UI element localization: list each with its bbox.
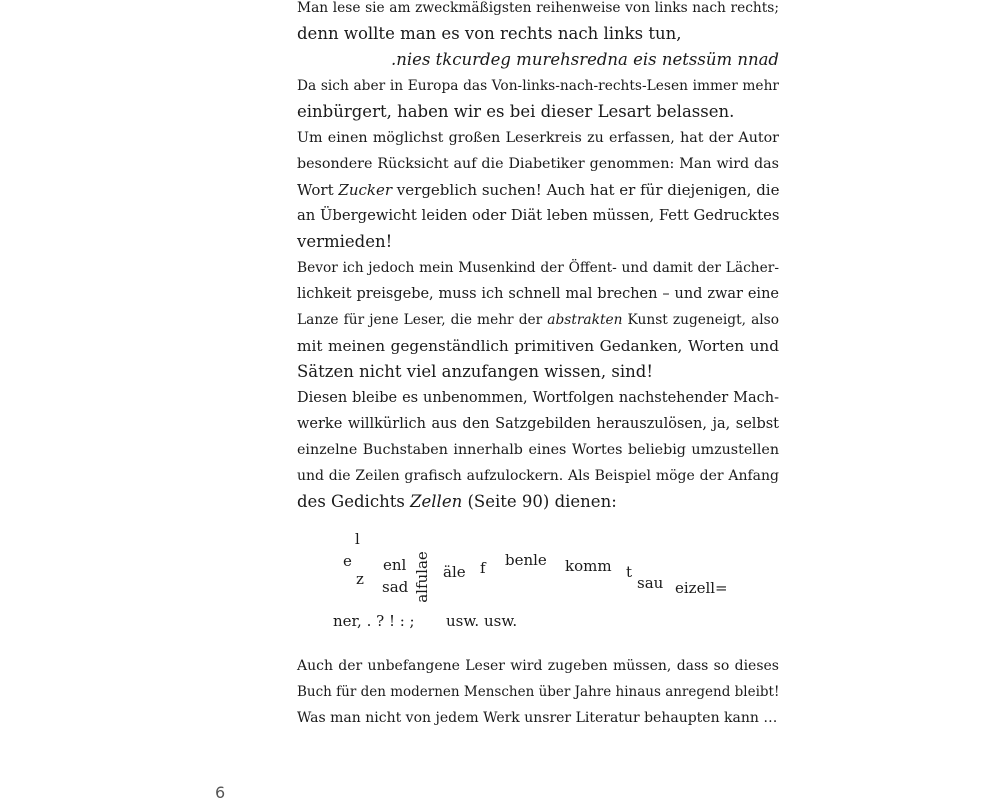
- abstrakten-word: abstrakten: [547, 312, 623, 328]
- poem-word-enl: enl: [383, 556, 407, 574]
- diabetes-line-3-start: Wort: [297, 181, 339, 199]
- poem-punctuation: ner, . ? ! : ;: [333, 612, 415, 630]
- poem-word-alfulae: alfulae: [412, 551, 431, 603]
- free-line-5-start: des Gedichts: [297, 492, 411, 511]
- poem-letter-f: f: [480, 559, 486, 577]
- free-line-2: werke willkürlich aus den Satzgebilden herauszulösen, ja, selbst: [297, 416, 779, 432]
- diabetes-line-3: [297, 177, 779, 203]
- poem-letter-t: t: [626, 563, 633, 581]
- closing-line-2: Buch für den modernen Menschen über Jahre hinaus anregend bleibt!: [297, 684, 780, 700]
- free-line-4: und die Zeilen grafisch aufzulockern. Als Beispiel möge der Anfang: [297, 468, 779, 484]
- muse-line-3-end: Kunst zugeneigt, also: [622, 312, 779, 328]
- diabetes-line-2: besondere Rücksicht auf die Diabetiker genommen: Man wird das: [297, 156, 779, 172]
- muse-line-2: lichkeit preisgebe, muss ich schnell mal brechen – und zwar eine: [297, 286, 779, 302]
- muse-line-4: mit meinen gegenständlich primitiven Gedanken, Worten und: [297, 337, 779, 355]
- muse-line-3-start: Lanze für jene Leser, die mehr der: [297, 312, 548, 328]
- free-line-1: Diesen bleibe es unbenommen, Wortfolgen nachstehender Mach-: [297, 390, 779, 406]
- intro-reversed-line: .nies tkcurdeg murehsredna eis netssüm nnad: [391, 50, 779, 69]
- poem-word-benle: benle: [505, 551, 547, 569]
- poem-letter-e: e: [343, 552, 352, 570]
- diabetes-line-4: an Übergewicht leiden oder Diät leben müssen, Fett Gedrucktes: [297, 207, 780, 224]
- poem-letter-z: z: [356, 570, 364, 588]
- muse-line-3: [297, 307, 779, 333]
- free-line-5-end: (Seite 90) dienen:: [462, 492, 617, 511]
- poem-word-sau: sau: [637, 574, 664, 592]
- free-line-3: einzelne Buchstaben innerhalb eines Wortes beliebig umzustellen: [297, 442, 779, 458]
- poem-word-eizell: eizell=: [675, 579, 728, 597]
- poem-word-sad: sad: [382, 578, 409, 596]
- intro-line-2: denn wollte man es von rechts nach links tun,: [297, 24, 682, 43]
- zellen-title: Zellen: [410, 492, 463, 511]
- diabetes-line-3-end: vergeblich suchen! Auch hat er für diejenigen, die: [392, 181, 780, 199]
- closing-line-1: Auch der unbefangene Leser wird zugeben müssen, dass so dieses: [297, 658, 779, 674]
- intro-line-5: einbürgert, haben wir es bei dieser Lesart belassen.: [297, 102, 735, 121]
- poem-word-komm: komm: [565, 557, 612, 575]
- muse-line-5: Sätzen nicht viel anzufangen wissen, sind!: [297, 362, 653, 381]
- poem-letter-l: l: [355, 530, 360, 548]
- diabetes-line-1: Um einen möglichst großen Leserkreis zu erfassen, hat der Autor: [297, 130, 779, 146]
- diabetes-line-5: vermieden!: [297, 232, 393, 251]
- page-number: 6: [215, 783, 226, 802]
- poem-usw: usw. usw.: [446, 612, 518, 630]
- poem-word-aele: äle: [443, 563, 466, 581]
- zucker-word: Zucker: [338, 181, 393, 199]
- closing-line-3: Was man nicht von jedem Werk unsrer Literatur behaupten kann …: [297, 710, 778, 726]
- intro-line-1: Man lese sie am zweckmäßigsten reihenweise von links nach rechts;: [297, 0, 779, 16]
- intro-line-4: Da sich aber in Europa das Von-links-nach-rechts-Lesen immer mehr: [297, 78, 779, 94]
- free-line-5: [297, 489, 779, 515]
- muse-line-1: Bevor ich jedoch mein Musenkind der Öffent- und damit der Lächer-: [297, 260, 779, 276]
